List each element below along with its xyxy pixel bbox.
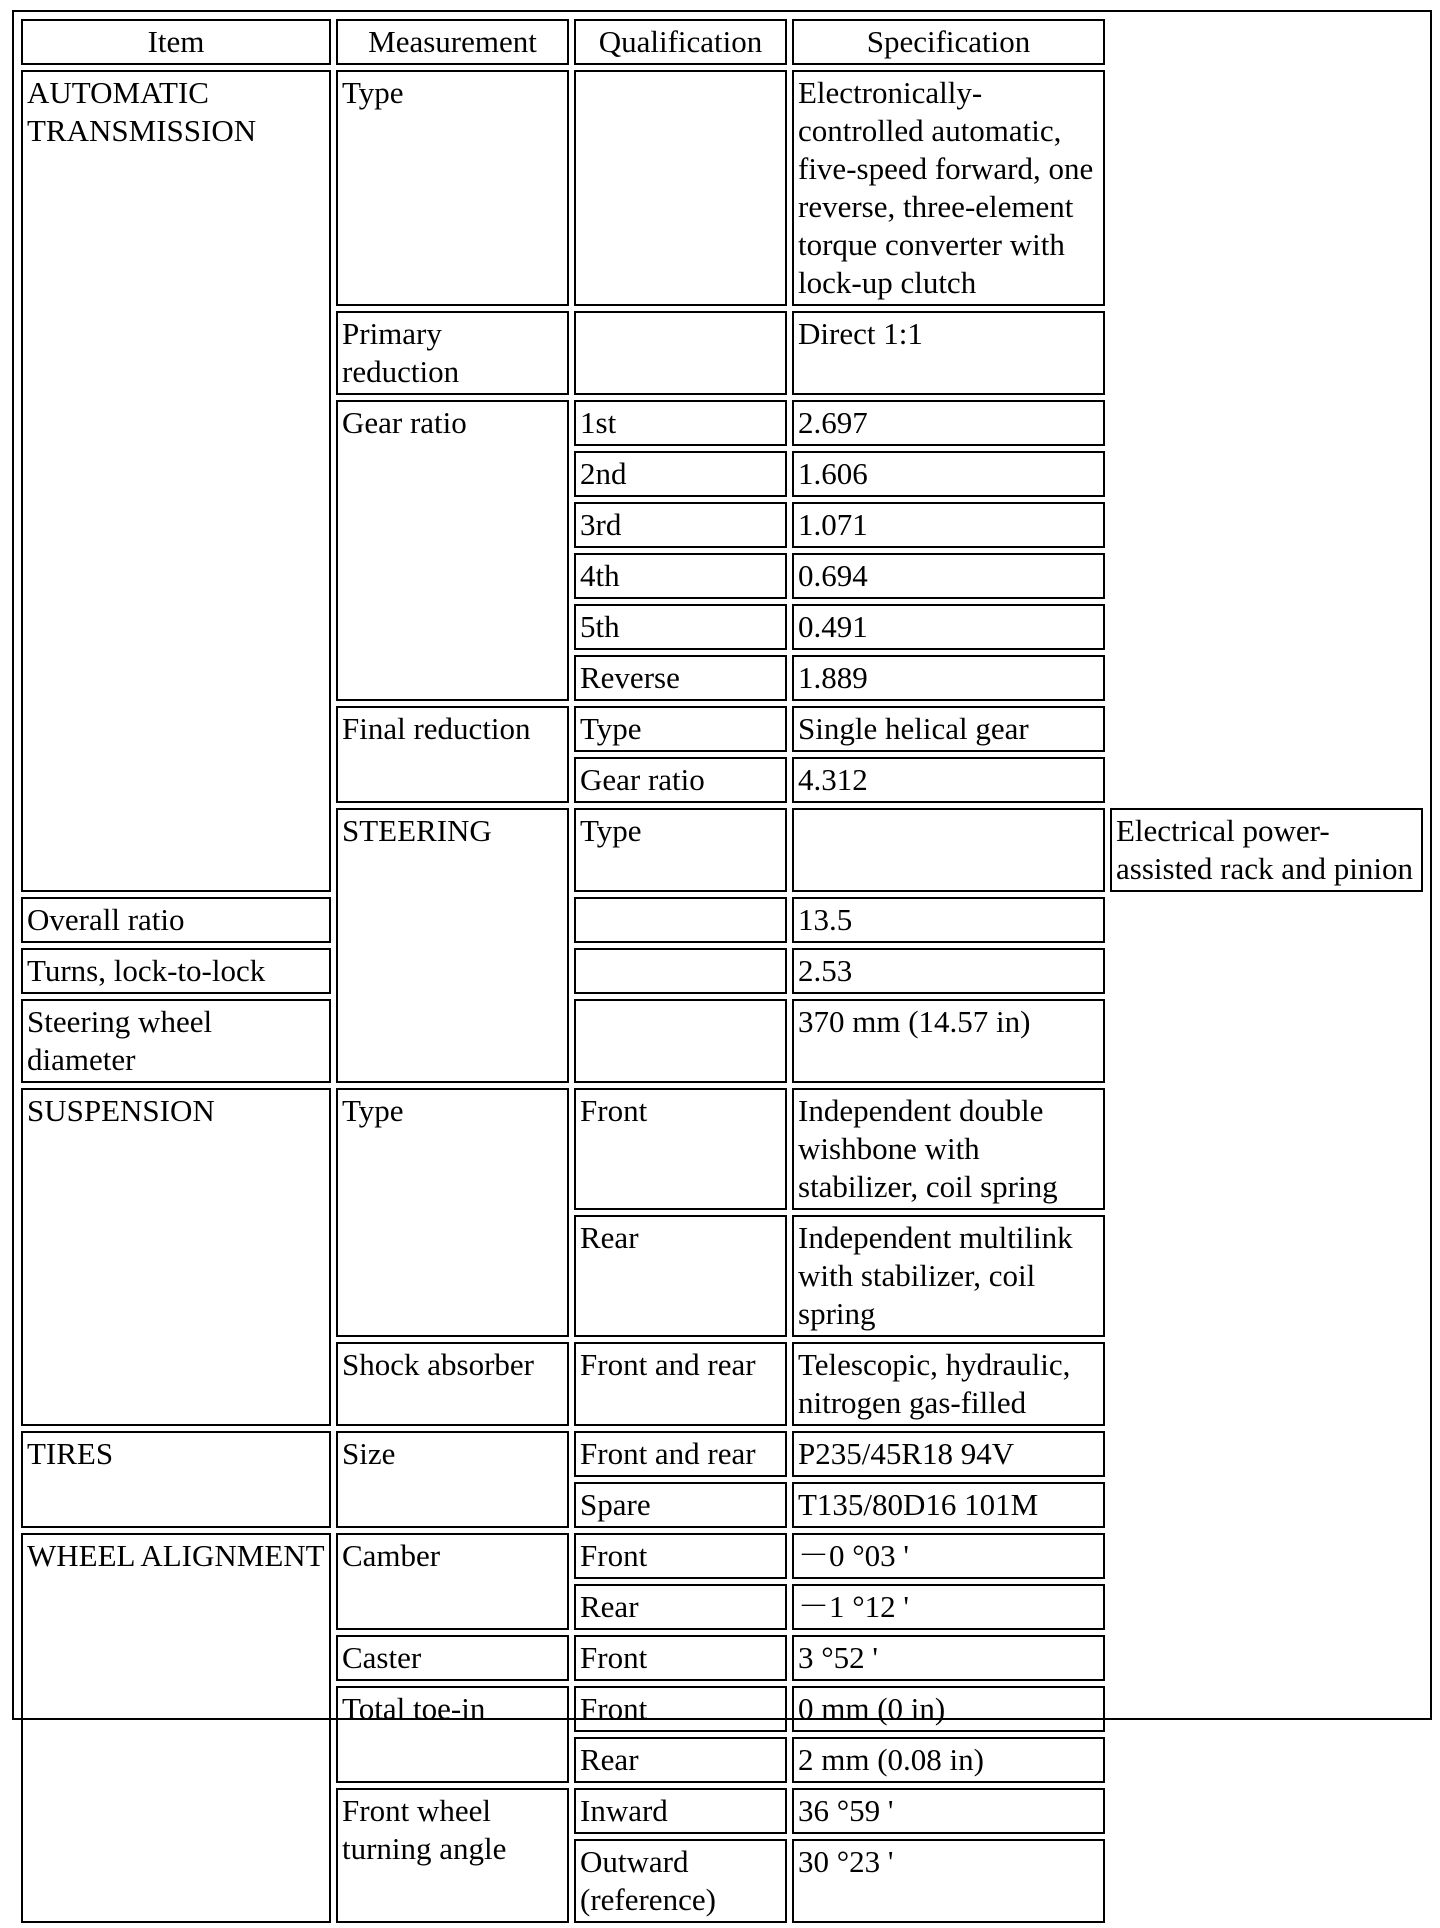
qualification-cell: Rear [574,1215,787,1337]
specification-cell: Electrical power-assisted rack and pinion [1110,808,1423,892]
specification-cell: 1.889 [792,655,1105,701]
measurement-cell: Type [574,808,787,892]
qualification-cell [574,999,787,1083]
qualification-cell: Front [574,1088,787,1210]
table-row [21,1533,1423,1579]
spec-table-frame [12,10,1432,1917]
specification-cell: 13.5 [792,897,1105,943]
specification-cell: 36 °59 ' [792,1788,1105,1834]
specification-cell: 0.694 [792,553,1105,599]
specification-cell: 3 °52 ' [792,1635,1105,1681]
measurement-cell: Overall ratio [21,897,331,943]
measurement-cell: Type [336,1088,569,1337]
qualification-cell: 5th [574,604,787,650]
specification-cell: －1 °12 ' [792,1584,1105,1630]
header-specification: Specification [792,19,1105,65]
specification-cell: T135/80D16 101M [792,1482,1105,1528]
specification-cell: Independent double wishbone with stabilizer, coil spring [792,1088,1105,1210]
qualification-cell [574,897,787,943]
qualification-cell [574,70,787,306]
qualification-cell: Front [574,1635,787,1681]
qualification-cell: Front [574,1686,787,1732]
measurement-cell: Shock absorber [336,1342,569,1426]
table-row [21,70,1423,306]
specification-cell: P235/45R18 94V [792,1431,1105,1477]
header-qualification: Qualification [574,19,787,65]
measurement-cell: Turns, lock-to-lock [21,948,331,994]
qualification-cell: Outward (reference) [574,1839,787,1923]
table-row [21,948,1423,994]
table-row [21,1431,1423,1477]
header-item: Item [21,19,331,65]
qualification-cell: Gear ratio [574,757,787,803]
qualification-cell: 1st [574,400,787,446]
specification-cell: 370 mm (14.57 in) [792,999,1105,1083]
specification-cell: 2.53 [792,948,1105,994]
qualification-cell [792,808,1105,892]
specification-cell: 0 mm (0 in) [792,1686,1105,1732]
specification-cell: 1.071 [792,502,1105,548]
measurement-cell: Gear ratio [336,400,569,701]
specification-table [16,14,1428,1928]
qualification-cell: 3rd [574,502,787,548]
table-row [21,999,1423,1083]
specification-cell: Electronically-controlled automatic, five-speed forward, one reverse, three-element torque converter with lock-up clutch [792,70,1105,306]
measurement-cell: Type [336,70,569,306]
measurement-cell: Total toe-in [336,1686,569,1783]
measurement-cell: Steering wheel diameter [21,999,331,1083]
measurement-cell: Camber [336,1533,569,1630]
specification-cell: 0.491 [792,604,1105,650]
qualification-cell: Rear [574,1737,787,1783]
measurement-cell: Final reduction [336,706,569,803]
qualification-cell: 4th [574,553,787,599]
measurement-cell: Primary reduction [336,311,569,395]
table-row [21,1088,1423,1210]
specification-cell: －0 °03 ' [792,1533,1105,1579]
qualification-cell: Spare [574,1482,787,1528]
header-measurement: Measurement [336,19,569,65]
specification-cell: 2.697 [792,400,1105,446]
qualification-cell: Rear [574,1584,787,1630]
specification-cell: 1.606 [792,451,1105,497]
item-steering: STEERING [336,808,569,1083]
qualification-cell: Inward [574,1788,787,1834]
specification-cell: 4.312 [792,757,1105,803]
specification-cell: 2 mm (0.08 in) [792,1737,1105,1783]
qualification-cell: Front [574,1533,787,1579]
item-automatic-transmission: AUTOMATIC TRANSMISSION [21,70,331,892]
specification-cell: Telescopic, hydraulic, nitrogen gas-filled [792,1342,1105,1426]
measurement-cell: Caster [336,1635,569,1681]
table-row [21,897,1423,943]
qualification-cell: Front and rear [574,1431,787,1477]
qualification-cell [574,948,787,994]
qualification-cell [574,311,787,395]
item-suspension: SUSPENSION [21,1088,331,1426]
measurement-cell: Size [336,1431,569,1528]
header-row [21,19,1423,65]
specification-cell: 30 °23 ' [792,1839,1105,1923]
item-tires: TIRES [21,1431,331,1528]
specification-cell: Single helical gear [792,706,1105,752]
qualification-cell: Type [574,706,787,752]
measurement-cell: Front wheel turning angle [336,1788,569,1923]
qualification-cell: 2nd [574,451,787,497]
qualification-cell: Reverse [574,655,787,701]
specification-cell: Independent multilink with stabilizer, coil spring [792,1215,1105,1337]
item-wheel-alignment: WHEEL ALIGNMENT [21,1533,331,1923]
specification-cell: Direct 1:1 [792,311,1105,395]
qualification-cell: Front and rear [574,1342,787,1426]
